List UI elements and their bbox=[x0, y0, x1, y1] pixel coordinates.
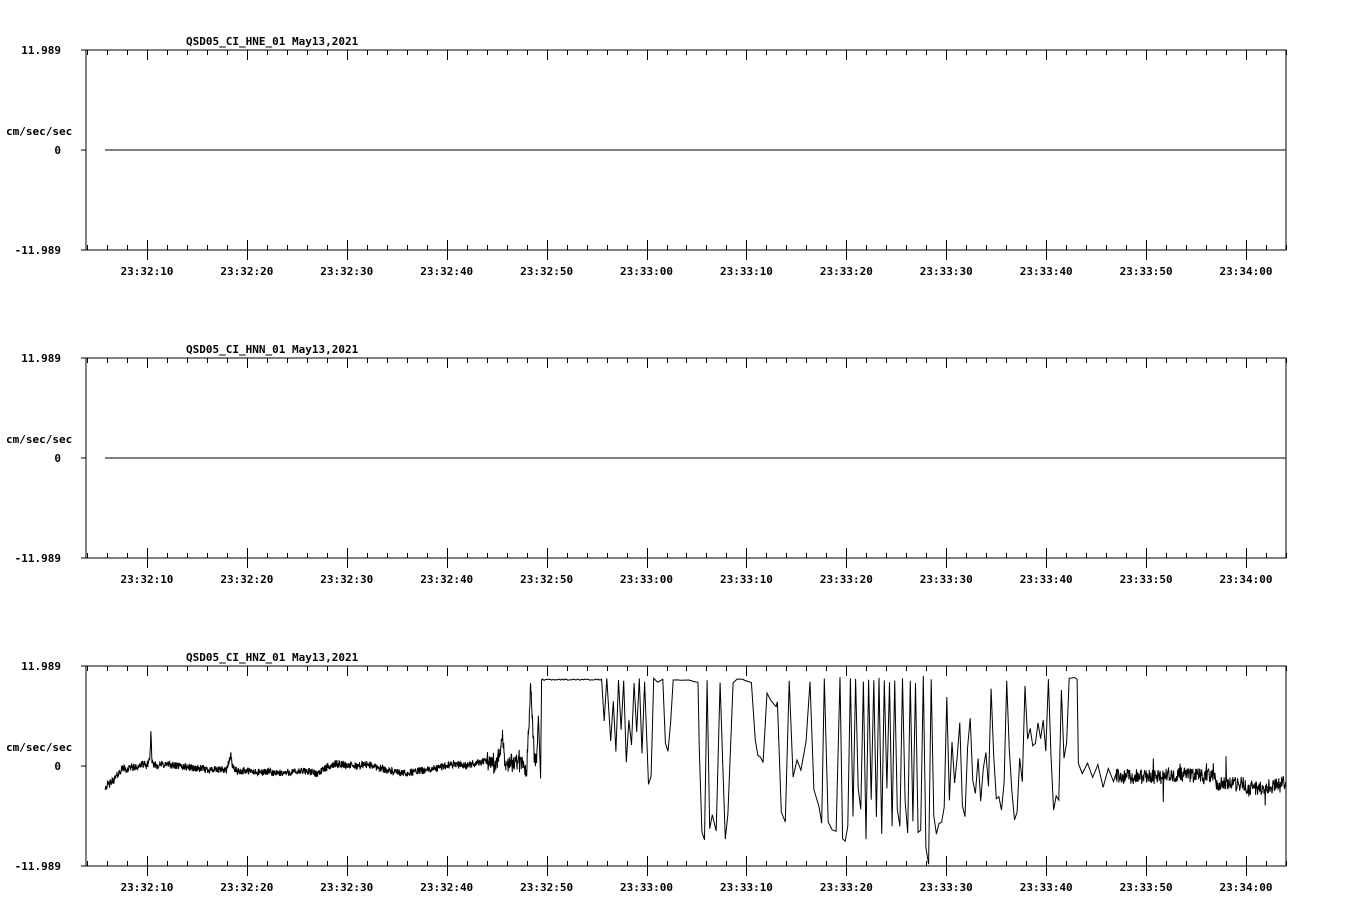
x-tick-label: 23:33:30 bbox=[919, 573, 973, 586]
y-axis-label: cm/sec/sec bbox=[6, 125, 73, 138]
x-tick-label: 23:33:50 bbox=[1119, 573, 1173, 586]
x-tick-label: 23:33:20 bbox=[819, 265, 873, 278]
x-tick-label: 23:33:10 bbox=[719, 881, 773, 894]
x-tick-label: 23:34:00 bbox=[1219, 881, 1273, 894]
x-tick-label: 23:34:00 bbox=[1219, 265, 1273, 278]
x-tick-label: 23:33:50 bbox=[1119, 265, 1173, 278]
x-tick-label: 23:32:40 bbox=[420, 265, 474, 278]
x-tick-label: 23:33:40 bbox=[1019, 881, 1073, 894]
x-tick-label: 23:32:40 bbox=[420, 881, 474, 894]
y-tick-label: -11.989 bbox=[14, 244, 61, 257]
y-tick-label: 0 bbox=[54, 760, 61, 773]
y-axis-label: cm/sec/sec bbox=[6, 741, 73, 754]
panel-title: QSD05_CI_HNE_01 May13,2021 bbox=[186, 35, 359, 48]
panel-title: QSD05_CI_HNN_01 May13,2021 bbox=[186, 343, 359, 356]
x-tick-label: 23:32:50 bbox=[520, 265, 574, 278]
x-tick-label: 23:32:30 bbox=[320, 881, 374, 894]
y-tick-label: 11.989 bbox=[21, 660, 61, 673]
x-tick-label: 23:33:30 bbox=[919, 265, 973, 278]
x-tick-label: 23:33:30 bbox=[919, 881, 973, 894]
x-tick-label: 23:33:10 bbox=[719, 573, 773, 586]
x-tick-label: 23:32:40 bbox=[420, 573, 474, 586]
x-tick-label: 23:32:20 bbox=[220, 265, 274, 278]
x-tick-label: 23:33:10 bbox=[719, 265, 773, 278]
x-tick-label: 23:32:20 bbox=[220, 881, 274, 894]
x-tick-label: 23:33:50 bbox=[1119, 881, 1173, 894]
x-tick-label: 23:32:10 bbox=[120, 881, 174, 894]
x-tick-label: 23:32:20 bbox=[220, 573, 274, 586]
x-tick-label: 23:32:30 bbox=[320, 265, 374, 278]
x-tick-label: 23:33:40 bbox=[1019, 573, 1073, 586]
x-tick-label: 23:33:40 bbox=[1019, 265, 1073, 278]
x-tick-label: 23:33:20 bbox=[819, 573, 873, 586]
y-tick-label: -11.989 bbox=[14, 552, 61, 565]
plot-frame bbox=[86, 666, 1286, 866]
x-tick-label: 23:33:00 bbox=[620, 881, 674, 894]
y-tick-label: 0 bbox=[54, 452, 61, 465]
x-tick-label: 23:32:30 bbox=[320, 573, 374, 586]
panel-1 bbox=[6, 35, 1287, 278]
x-tick-label: 23:33:20 bbox=[819, 881, 873, 894]
x-tick-label: 23:34:00 bbox=[1219, 573, 1273, 586]
y-tick-label: 11.989 bbox=[21, 352, 61, 365]
x-tick-label: 23:32:10 bbox=[120, 265, 174, 278]
waveform-trace bbox=[105, 676, 1286, 864]
panel-3 bbox=[6, 651, 1287, 894]
x-tick-label: 23:33:00 bbox=[620, 573, 674, 586]
x-tick-label: 23:32:50 bbox=[520, 573, 574, 586]
x-tick-label: 23:32:50 bbox=[520, 881, 574, 894]
x-tick-label: 23:33:00 bbox=[620, 265, 674, 278]
y-axis-label: cm/sec/sec bbox=[6, 433, 73, 446]
panel-2 bbox=[6, 343, 1287, 586]
y-tick-label: 11.989 bbox=[21, 44, 61, 57]
y-tick-label: 0 bbox=[54, 144, 61, 157]
y-tick-label: -11.989 bbox=[14, 860, 61, 873]
x-tick-label: 23:32:10 bbox=[120, 573, 174, 586]
panel-title: QSD05_CI_HNZ_01 May13,2021 bbox=[186, 651, 359, 664]
